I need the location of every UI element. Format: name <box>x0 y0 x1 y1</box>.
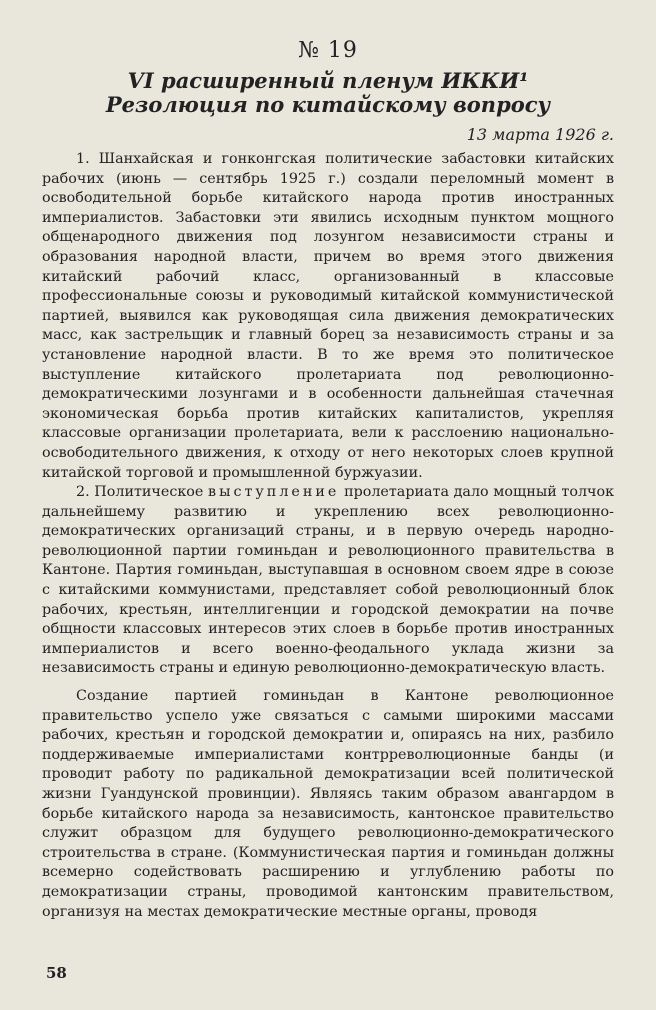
paragraph-3: Создание партией гоминьдан в Кантоне революционное правительство успело уже связаться с самыми широкими массами рабочих, крестьян и городской демократии и, опираясь на них, разбило поддерживаемые империалистами контрреволюционные банды (и проводит работу по радикальной демократизации всей политической жизни Гуандунской провинции). Являясь таким образом авангардом в борьбе китайского народа за независимость, кантонское правительство служит образцом для будущего революционно-демократического строительства в стране. (Коммунистическая партия и гоминьдан должны всемерно содействовать расширению и углублению работы по демократизации страны, проводимой кантонским правительством, организуя на местах демократические местные органы, проводя <box>42 688 614 920</box>
document-body <box>42 150 614 922</box>
document-title <box>42 69 614 117</box>
title-line-1: VI расширенный пленум ИККИ¹ <box>127 68 529 93</box>
paragraph-2-rest: пролетариата дало мощный толчок дальнейшему развитию и укреплению всех революционно-демократических организаций страны, и в первую очередь народно-революционной партии гоминьдан и революционного правительства в Кантоне. Партия гоминьдан, выступавшая в основном своем ядре в союзе с китайскими коммунистами, представляет собой революционный блок рабочих, крестьян, интеллигенции и городской демократии на почве общности классовых интересов этих слоев в борьбе против иностранных империалистов и всего военно-феодального уклада жизни за независимость страны и единую революционно-демократическую власть. <box>42 484 615 677</box>
paragraph-2 <box>42 483 614 679</box>
document-number: № 19 <box>298 38 358 63</box>
page-number: 58 <box>46 964 67 982</box>
title-line-2: Резолюция по китайскому вопросу <box>105 92 551 117</box>
paragraph-1: 1. Шанхайская и гонконгская политические забастовки китайских рабочих (июнь — сентябрь 1925 г.) создали переломный момент в освободительной борьбе китайского народа против иностранных империалистов. Забастовки эти явились исходным пунктом мощного общенародного движения под лозунгом независимости страны и образования народной власти, причем во время этого движения китайский рабочий класс, организованный в классовые профессиональные союзы и руководимый китайской коммунистической партией, выявился как руководящая сила движения демократических масс, как застрельщик и главный борец за независимость страны и за установление народной власти. В то же время это политическое выступление китайского пролетариата под революционно-демократическими лозунгами и в особенности дальнейшая стачечная экономическая борьба против китайских капиталистов, укрепляя классовые организации пролетариата, вели к расслоению национально-освободительного движения, к отходу от него некоторых слоев крупной китайской торговой и промышленной буржуазии. <box>42 151 614 481</box>
paragraph-2-spaced-word: выступление <box>208 484 340 501</box>
document-date: 13 марта 1926 г. <box>466 125 614 144</box>
paragraph-2-lead: 2. Политическое <box>76 484 204 501</box>
